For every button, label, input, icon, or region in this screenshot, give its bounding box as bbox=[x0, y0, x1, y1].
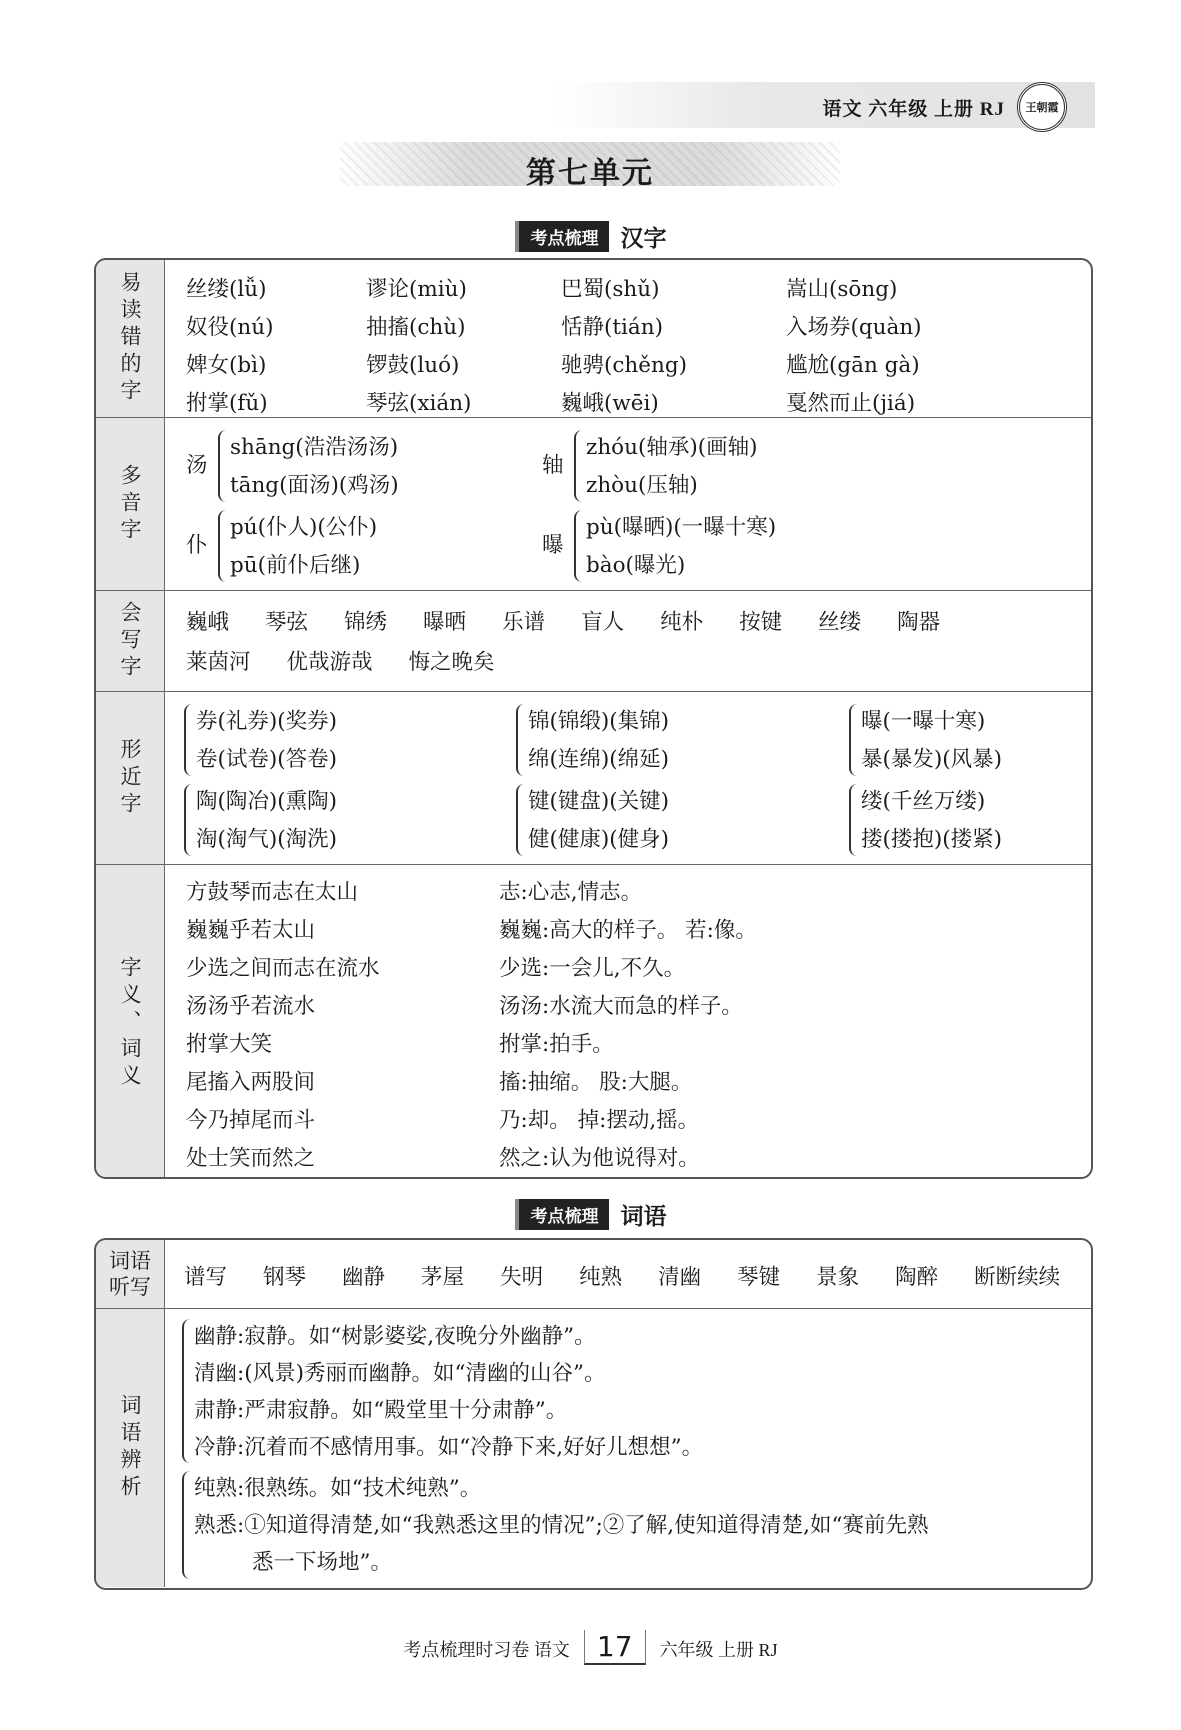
huixie-content bbox=[166, 591, 1091, 691]
unit-title-band bbox=[340, 142, 840, 191]
ziyi-meaning: 搐:抽缩。 股:大腿。 bbox=[499, 1070, 693, 1095]
yidu-item: 琴弦(xián) bbox=[366, 391, 472, 416]
ziyi-sentence: 今乃掉尾而斗 bbox=[186, 1108, 316, 1133]
yidu-item: 驰骋(chěng) bbox=[561, 353, 687, 378]
duoyin-content bbox=[166, 418, 1091, 590]
yidu-item: 奴役(nú) bbox=[186, 315, 274, 340]
section-badge: 考点梳理 bbox=[515, 1199, 609, 1230]
ziyi-sentence: 少选之间而志在流水 bbox=[186, 956, 380, 981]
yidu-item: 巴蜀(shǔ) bbox=[561, 277, 660, 302]
row-xingjin bbox=[96, 691, 1091, 864]
xingjin-group: 曝(一曝十寒) 暴(暴发)(风暴) bbox=[849, 702, 1079, 778]
xingjin-group: 陶(陶冶)(熏陶) 淘(淘气)(淘洗) bbox=[184, 782, 484, 858]
row-label: 易读错的字 bbox=[96, 260, 165, 417]
section-badge: 考点梳理 bbox=[515, 221, 609, 252]
bianxi-group-1: 幽静:寂静。如“树影婆娑,夜晚分外幽静”。 清幽:(风景)秀丽而幽静。如“清幽的山谷”。 肃静:严肃寂静。如“殿堂里十分肃静”。 冷静:沉着而不感情用事。如“冷静下来,好好儿想想”。 bbox=[182, 1317, 1062, 1465]
yidu-item: 入场券(quàn) bbox=[786, 315, 922, 340]
publisher-logo bbox=[1017, 82, 1067, 132]
huixie-line-2: 莱茵河 优哉游哉 悔之晚矣 bbox=[186, 650, 495, 675]
huixie-line-1: 巍峨 琴弦 锦绣 曝晒 乐谱 盲人 纯朴 按键 丝缕 陶器 bbox=[186, 610, 941, 635]
xingjin-group: 券(礼券)(奖券) 卷(试卷)(答卷) bbox=[184, 702, 484, 778]
duoyin-group: 轴 zhóu(轴承)(画轴) zhòu(压轴) bbox=[574, 428, 874, 504]
bianxi-content bbox=[166, 1309, 1091, 1587]
row-tingxie bbox=[96, 1240, 1091, 1308]
yidu-content bbox=[166, 260, 1091, 417]
yidu-item: 谬论(miù) bbox=[366, 277, 467, 302]
yidu-item: 尴尬(gān gà) bbox=[786, 353, 920, 378]
yidu-item: 巍峨(wēi) bbox=[561, 391, 659, 416]
yidu-item: 锣鼓(luó) bbox=[366, 353, 460, 378]
ziyi-sentence: 巍巍乎若太山 bbox=[186, 918, 316, 943]
page-footer bbox=[0, 1630, 1181, 1665]
ziyi-sentence: 尾搐入两股间 bbox=[186, 1070, 316, 1095]
duoyin-group: 仆 pú(仆人)(公仆) pū(前仆后继) bbox=[218, 508, 518, 584]
ziyi-meaning: 乃:却。 掉:摆动,摇。 bbox=[499, 1108, 700, 1133]
row-label: 词语听写 bbox=[96, 1240, 165, 1308]
ziyi-sentence: 方鼓琴而志在太山 bbox=[186, 880, 359, 905]
yidu-item: 恬静(tián) bbox=[561, 315, 663, 340]
yidu-item: 嵩山(sōng) bbox=[786, 277, 898, 302]
xingjin-group: 键(键盘)(关键) 健(健康)(健身) bbox=[516, 782, 816, 858]
ziyi-meaning: 志:心志,情志。 bbox=[499, 880, 643, 905]
tingxie-content bbox=[166, 1240, 1091, 1308]
ziyi-content bbox=[166, 865, 1091, 1179]
ziyi-sentence: 汤汤乎若流水 bbox=[186, 994, 316, 1019]
hanzi-table bbox=[94, 258, 1093, 1179]
yidu-item: 丝缕(lǚ) bbox=[186, 277, 267, 302]
duoyin-group: 汤 shāng(浩浩汤汤) tāng(面汤)(鸡汤) bbox=[218, 428, 518, 504]
row-huixie bbox=[96, 590, 1091, 691]
yidu-item: 婢女(bì) bbox=[186, 353, 267, 378]
footer-right: 六年级 上册 RJ bbox=[659, 1640, 778, 1660]
ziyi-meaning: 巍巍:高大的样子。 若:像。 bbox=[499, 918, 757, 943]
section-heading-hanzi bbox=[0, 220, 1181, 253]
ziyi-sentence: 处士笑而然之 bbox=[186, 1146, 316, 1171]
xingjin-group: 锦(锦缎)(集锦) 绵(连绵)(绵延) bbox=[516, 702, 816, 778]
ziyi-meaning: 少选:一会儿,不久。 bbox=[499, 956, 686, 981]
header-text: 语文 六年级 上册 RJ bbox=[822, 99, 1005, 120]
xingjin-content bbox=[166, 692, 1091, 864]
row-ziyi bbox=[96, 864, 1091, 1179]
section-title: 词语 bbox=[620, 1204, 667, 1230]
row-bianxi bbox=[96, 1308, 1091, 1587]
row-label: 词语辨析 bbox=[96, 1309, 165, 1587]
page-header bbox=[555, 82, 1095, 128]
bianxi-group-2: 纯熟:很熟练。如“技术纯熟”。 熟悉:①知道得清楚,如“我熟悉这里的情况”;②了解,使知道得清楚,如“赛前先熟 悉一下场地”。 bbox=[182, 1469, 1062, 1581]
ziyi-meaning: 拊掌:拍手。 bbox=[499, 1032, 614, 1057]
duoyin-group: 曝 pù(曝晒)(一曝十寒) bào(曝光) bbox=[574, 508, 894, 584]
ciyu-table bbox=[94, 1238, 1093, 1590]
xingjin-group: 缕(千丝万缕) 搂(搂抱)(搂紧) bbox=[849, 782, 1079, 858]
tingxie-words: 谱写 钢琴 幽静 茅屋 失明 纯熟 清幽 琴键 景象 陶醉 断断续续 bbox=[184, 1265, 1061, 1290]
page-number: 17 bbox=[584, 1630, 646, 1665]
row-label: 多音字 bbox=[96, 418, 165, 590]
row-label: 形近字 bbox=[96, 692, 165, 864]
ziyi-sentence: 拊掌大笑 bbox=[186, 1032, 273, 1057]
yidu-item: 抽搐(chù) bbox=[366, 315, 466, 340]
yidu-item: 拊掌(fǔ) bbox=[186, 391, 268, 416]
yidu-item: 戛然而止(jiá) bbox=[786, 391, 916, 416]
row-duoyin bbox=[96, 417, 1091, 590]
row-label: 字义、词义 bbox=[96, 865, 165, 1179]
row-yidu bbox=[96, 260, 1091, 417]
unit-title: 第七单元 bbox=[526, 156, 654, 191]
ziyi-meaning: 然之:认为他说得对。 bbox=[499, 1146, 700, 1171]
row-label: 会写字 bbox=[96, 591, 165, 691]
section-title: 汉字 bbox=[620, 226, 667, 252]
section-heading-ciyu bbox=[0, 1198, 1181, 1231]
footer-left: 考点梳理时习卷 语文 bbox=[403, 1640, 570, 1660]
logo-text: 王朝霞 bbox=[1025, 101, 1059, 114]
ziyi-meaning: 汤汤:水流大而急的样子。 bbox=[499, 994, 743, 1019]
